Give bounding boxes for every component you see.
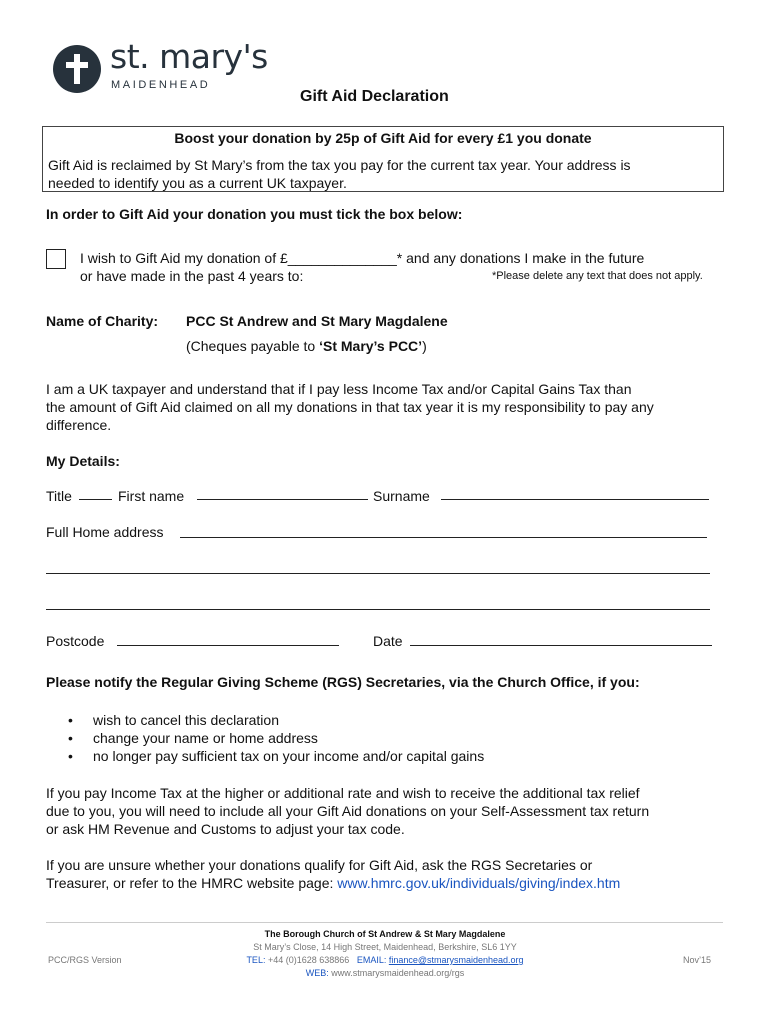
- address-field-line-1[interactable]: [180, 537, 707, 538]
- gift-aid-checkbox[interactable]: [46, 249, 66, 269]
- cross-icon: [74, 54, 80, 84]
- address-label: Full Home address: [46, 524, 164, 540]
- address-field-line-3[interactable]: [46, 609, 710, 610]
- intro-heading: Boost your donation by 25p of Gift Aid for every £1 you donate: [174, 130, 592, 146]
- footer-web: [160, 967, 610, 979]
- footer-divider: [46, 922, 723, 923]
- notify-list: [66, 711, 484, 765]
- higher-rate-line-1: If you pay Income Tax at the higher or additional rate and wish to receive the additional tax relief: [46, 785, 640, 801]
- taxpayer-line-3: difference.: [46, 417, 112, 433]
- higher-rate-paragraph: [46, 784, 736, 838]
- logo-subtitle: MAIDENHEAD: [111, 79, 211, 91]
- page-title: Gift Aid Declaration: [300, 88, 449, 105]
- intro-box: [42, 126, 724, 192]
- address-field-line-2[interactable]: [46, 573, 710, 574]
- taxpayer-line-2: the amount of Gift Aid claimed on all my donations in that tax year it is my responsibility to pay any: [46, 399, 654, 415]
- higher-rate-line-3: or ask HM Revenue and Customs to adjust your tax code.: [46, 821, 405, 837]
- tel-value: +44 (0)1628 638866: [267, 955, 350, 965]
- charity-label: Name of Charity:: [46, 313, 159, 329]
- taxpayer-statement: [46, 380, 736, 434]
- footer-date: Nov’15: [683, 955, 712, 965]
- intro-line-2: needed to identify you as a current UK taxpayer.: [48, 175, 347, 191]
- list-item: • change your name or home address: [66, 729, 484, 747]
- unsure-paragraph: [46, 856, 736, 892]
- cheques-suffix: ): [422, 338, 427, 354]
- list-item: • wish to cancel this declaration: [66, 711, 484, 729]
- surname-label: Surname: [373, 488, 430, 504]
- declaration-line-1: I wish to Gift Aid my donation of £______________* and any donations I make in the future: [80, 250, 645, 266]
- date-label: Date: [373, 633, 403, 649]
- email-label: EMAIL:: [356, 955, 387, 965]
- first-name-label: First name: [118, 488, 185, 504]
- unsure-line-2-text: Treasurer, or refer to the HMRC website page:: [46, 875, 338, 891]
- date-field[interactable]: [410, 645, 712, 646]
- web-label: WEB:: [305, 968, 329, 978]
- footer-address: St Mary’s Close, 14 High Street, Maidenhead, Berkshire, SL6 1YY: [253, 942, 517, 952]
- unsure-line-2: [46, 874, 736, 892]
- taxpayer-line-1: I am a UK taxpayer and understand that if I pay less Income Tax and/or Capital Gains Tax than: [46, 381, 632, 397]
- surname-field[interactable]: [441, 499, 709, 500]
- charity-name: PCC St Andrew and St Mary Magdalene: [186, 313, 448, 329]
- higher-rate-line-2: due to you, you will need to include all your Gift Aid donations on your Self-Assessment tax return: [46, 803, 650, 819]
- unsure-line-1: If you are unsure whether your donations qualify for Gift Aid, ask the RGS Secretaries or: [46, 857, 593, 873]
- first-name-field[interactable]: [197, 499, 368, 500]
- tick-instruction: In order to Gift Aid your donation you must tick the box below:: [46, 206, 463, 222]
- list-item: • no longer pay sufficient tax on your income and/or capital gains: [66, 747, 484, 765]
- title-label: Title: [46, 488, 72, 504]
- web-link[interactable]: www.stmarysmaidenhead.org/rgs: [331, 968, 465, 978]
- cheques-prefix: (Cheques payable to: [186, 338, 320, 354]
- declaration-note: *Please delete any text that does not apply.: [492, 270, 703, 282]
- notify-heading: Please notify the Regular Giving Scheme (RGS) Secretaries, via the Church Office, if you:: [46, 674, 640, 690]
- postcode-field[interactable]: [117, 645, 339, 646]
- tel-label: TEL:: [246, 955, 266, 965]
- cross-icon-bar: [66, 62, 88, 68]
- postcode-label: Postcode: [46, 633, 105, 649]
- intro-line-1: Gift Aid is reclaimed by St Mary’s from the tax you pay for the current tax year. Your address is: [48, 157, 631, 173]
- logo-name: st. mary's: [110, 37, 268, 76]
- footer-version: PCC/RGS Version: [48, 955, 122, 965]
- hmrc-link[interactable]: www.hmrc.gov.uk/individuals/giving/index.htm: [337, 875, 621, 891]
- footer-contact: [160, 954, 610, 966]
- cheques-note: [186, 337, 427, 355]
- title-field[interactable]: [79, 499, 112, 500]
- footer-church: The Borough Church of St Andrew & St Mary Magdalene: [264, 929, 506, 939]
- declaration-line-2: or have made in the past 4 years to:: [80, 268, 304, 284]
- cheques-payee: ‘St Mary’s PCC’: [319, 338, 423, 354]
- email-link[interactable]: finance@stmarysmaidenhead.org: [388, 955, 524, 965]
- details-heading: My Details:: [46, 453, 120, 469]
- intro-text: [48, 156, 718, 192]
